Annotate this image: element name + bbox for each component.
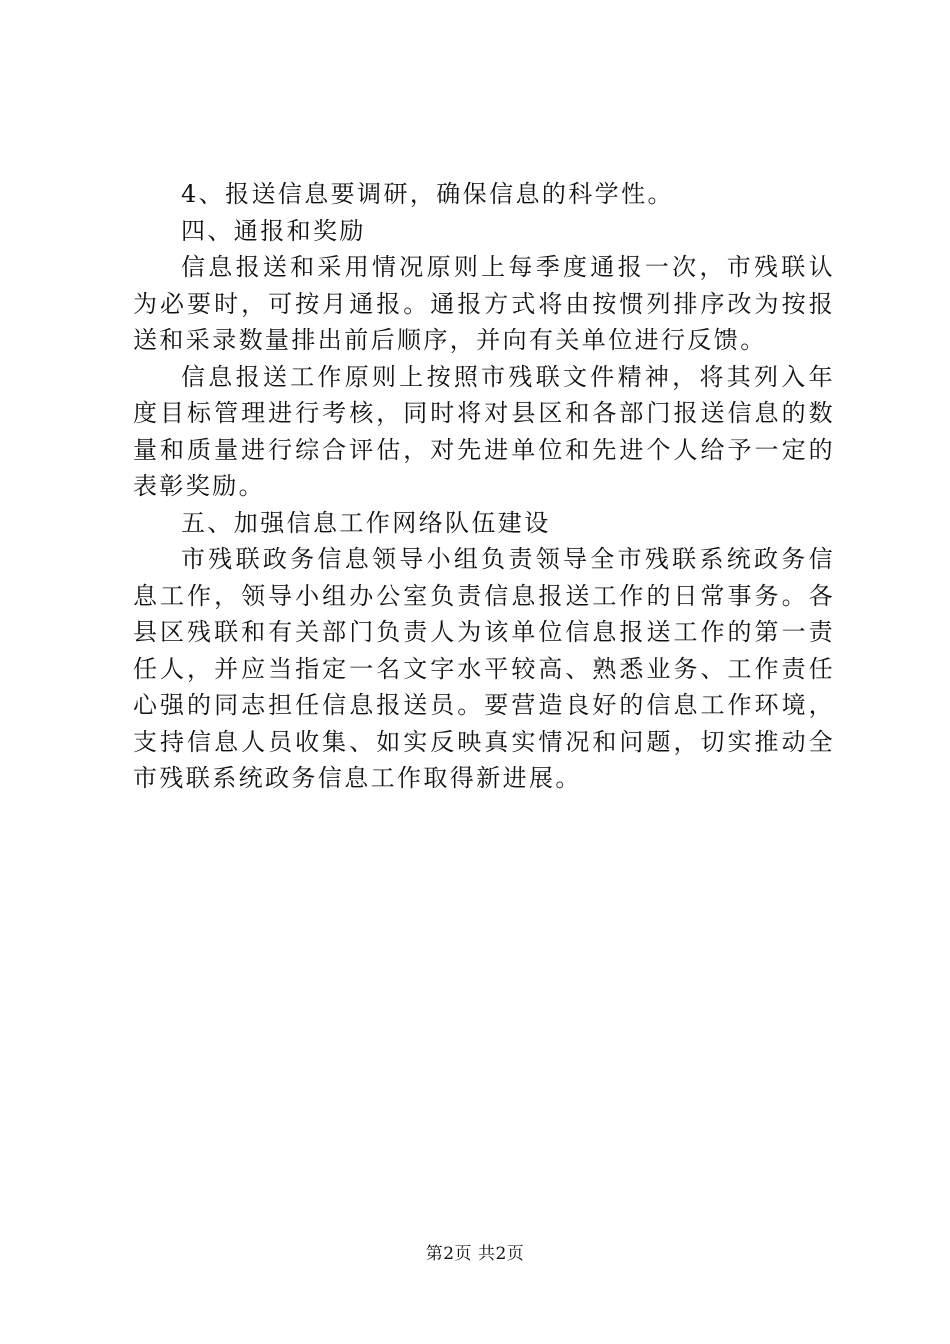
paragraph-assessment: 信息报送工作原则上按照市残联文件精神，将其列入年度目标管理进行考核，同时将对县区和各部门报送信息的数量和质量进行综合评估，对先进单位和先进个人给予一定的表彰奖励。 bbox=[133, 362, 835, 500]
document-body bbox=[133, 176, 835, 797]
section-heading-network-team: 五、加强信息工作网络队伍建设 bbox=[181, 508, 551, 537]
page-number-footer: 第2页 共2页 bbox=[425, 1244, 525, 1264]
paragraph-item-4: 4、报送信息要调研，确保信息的科学性。 bbox=[181, 180, 674, 208]
section-heading-notification-reward: 四、通报和奖励 bbox=[181, 216, 366, 245]
paragraph-leadership: 市残联政务信息领导小组负责领导全市残联系统政务信息工作，领导小组办公室负责信息报送工作的日常事务。各县区残联和有关部门负责人为该单位信息报送工作的第一责任人，并应当指定一名文字水平较高、熟悉业务、工作责任心强的同志担任信息报送员。要营造良好的信息工作环境，支持信息人员收集、如实反映真实情况和问题，切实推动全市残联系统政务信息工作取得新进展。 bbox=[133, 545, 835, 792]
paragraph-notification: 信息报送和采用情况原则上每季度通报一次，市残联认为必要时，可按月通报。通报方式将由按惯列排序改为按报送和采录数量排出前后顺序，并向有关单位进行反馈。 bbox=[133, 253, 835, 354]
